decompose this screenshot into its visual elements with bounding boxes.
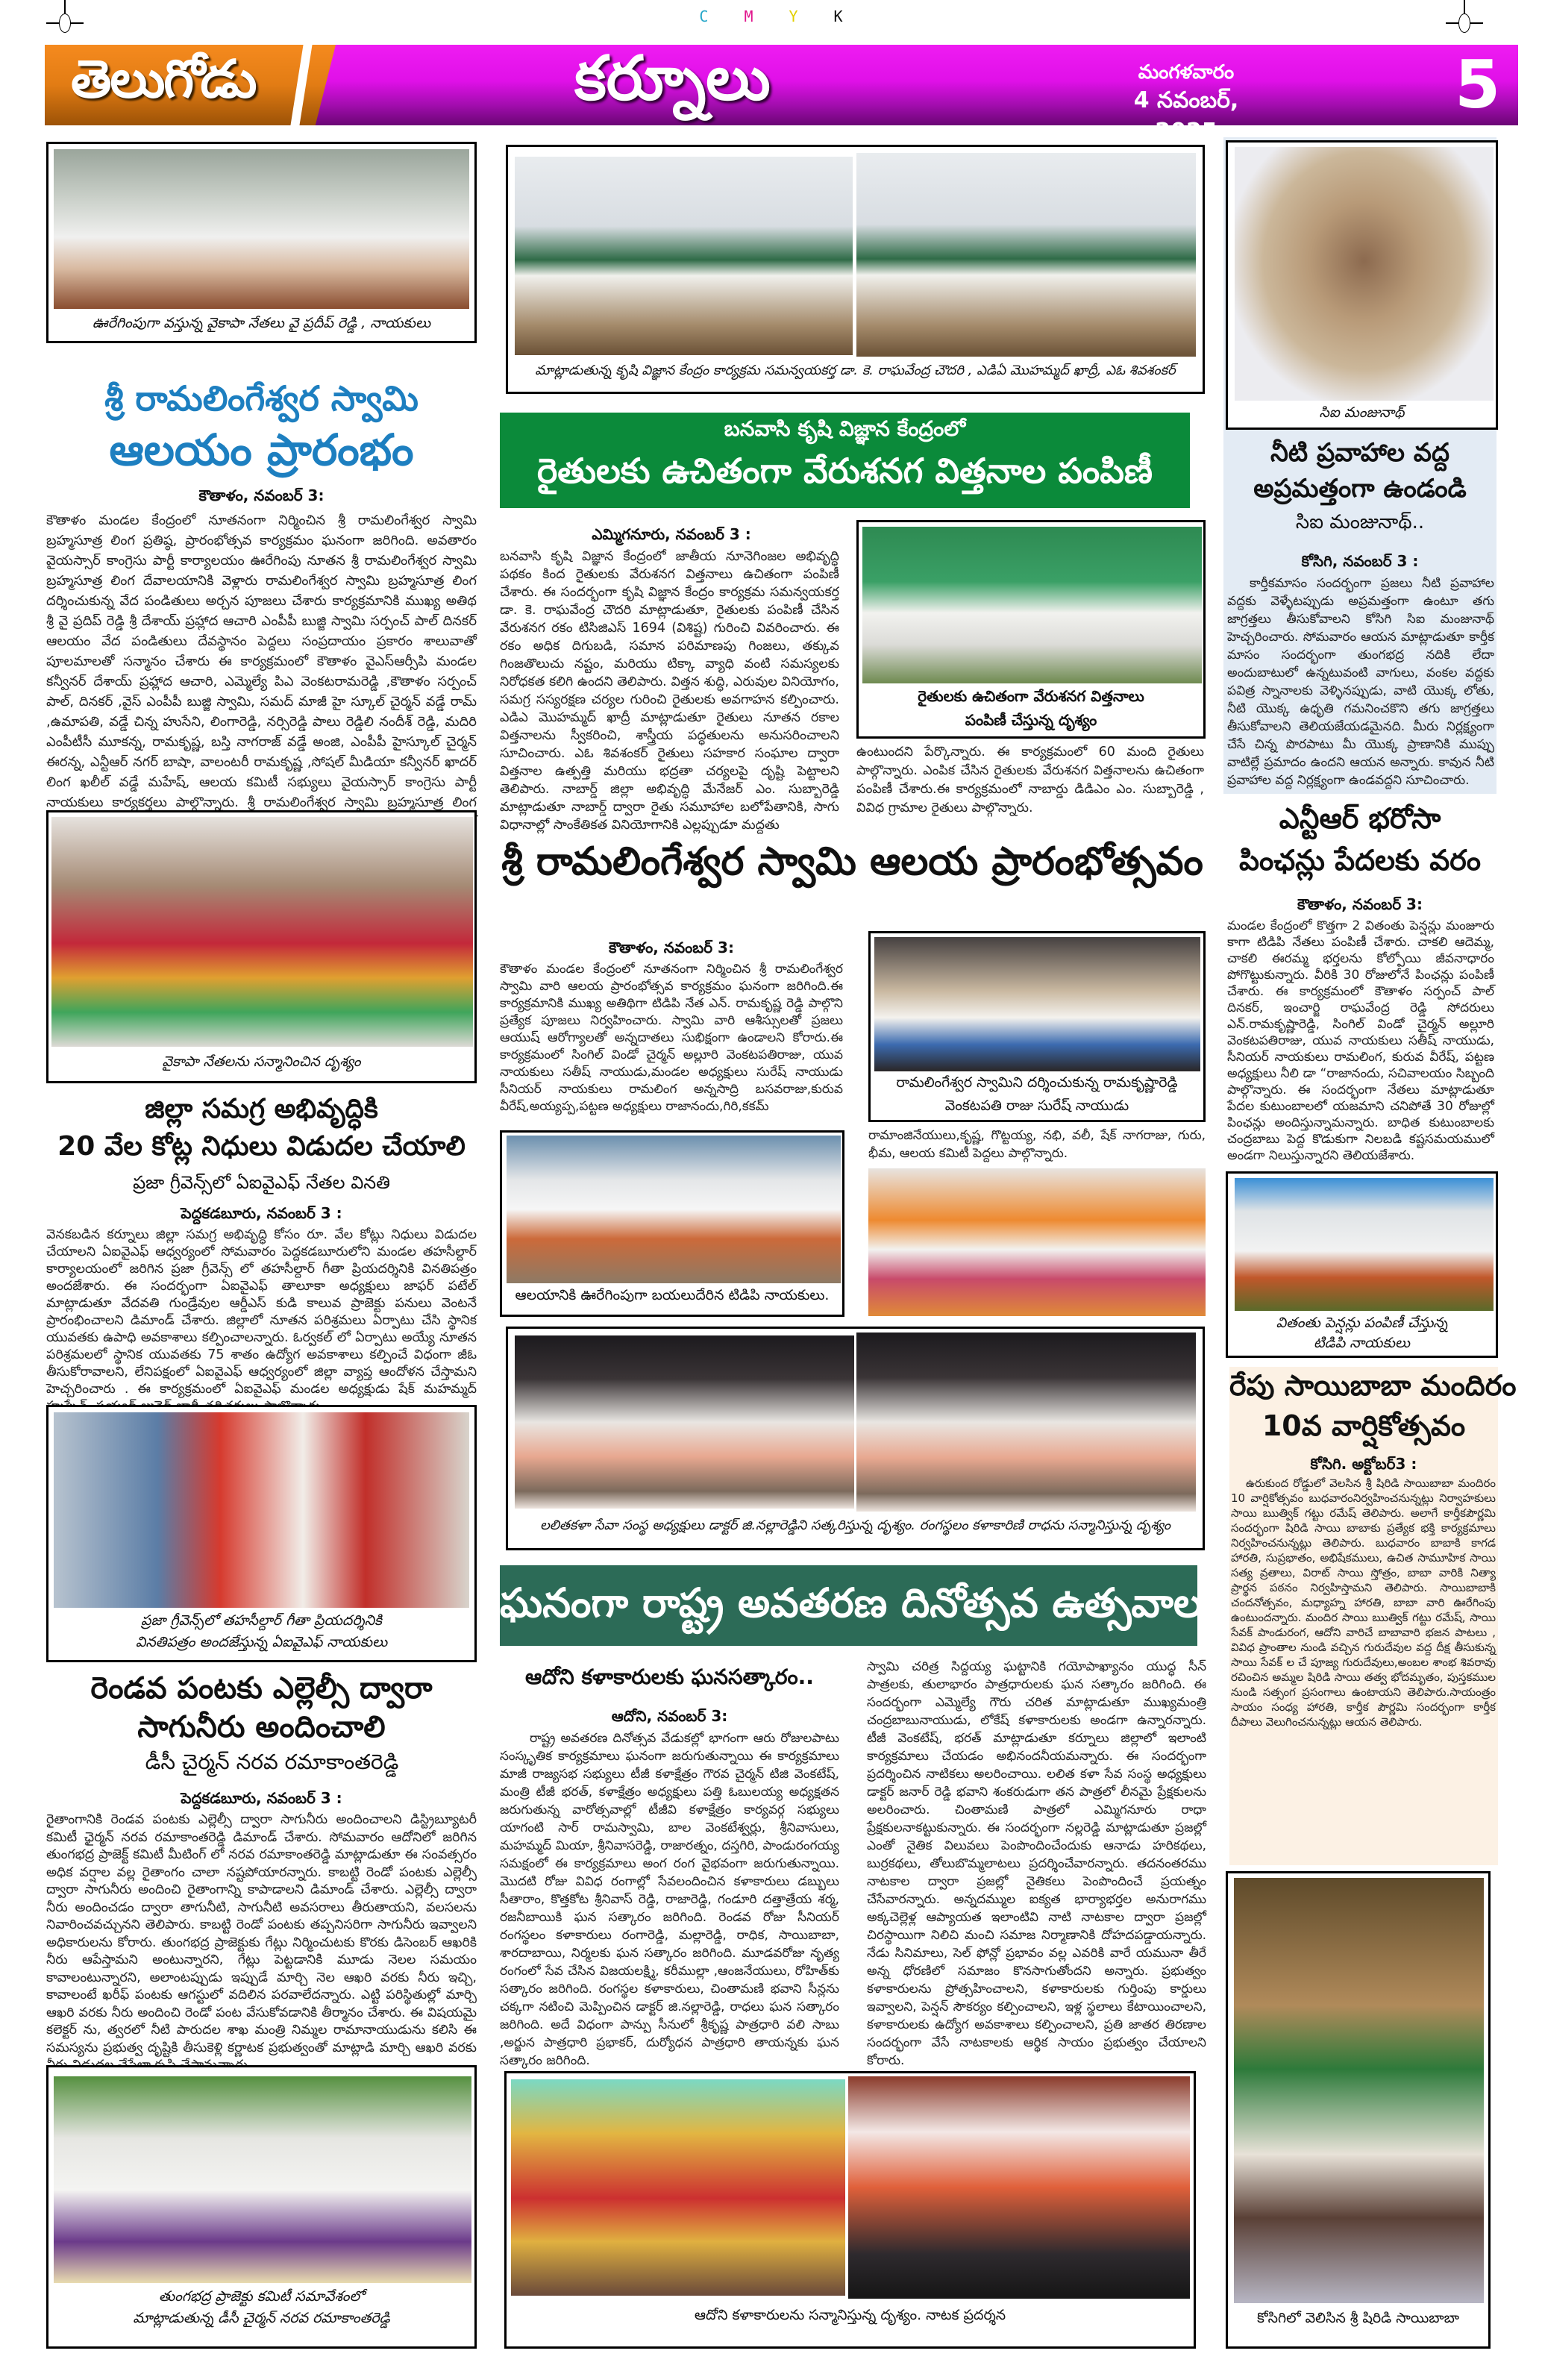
photo-image bbox=[856, 153, 1196, 357]
photo-kvk-meeting bbox=[506, 145, 1205, 394]
section-title: కర్నూలు bbox=[574, 43, 771, 114]
article-headline[interactable]: ఎన్టీఆర్ భరోసా bbox=[1279, 802, 1441, 835]
article-headline[interactable]: రైతులకు ఉచితంగా వేరుశనగ విత్తనాల పంపిణీ bbox=[537, 451, 1153, 491]
article-headline[interactable]: పింఛన్లు పేదలకు వరం bbox=[1238, 844, 1482, 877]
cmyk-k: K bbox=[833, 7, 843, 25]
photo-ycp-felicitation bbox=[46, 810, 477, 1083]
article-headline[interactable]: శ్రీ రామలింగేశ్వర స్వామి ఆలయ ప్రారంభోత్సవం bbox=[501, 839, 1203, 884]
photo-image bbox=[874, 937, 1200, 1071]
headline-banner bbox=[500, 1565, 1216, 1646]
photo-caption: పంపిణీ చేస్తున్న దృశ్యం bbox=[965, 711, 1097, 729]
article-headline[interactable]: శ్రీ రామలింగేశ్వర స్వామి bbox=[104, 378, 419, 419]
photo-shirdi-sai-idol bbox=[1226, 1871, 1491, 2349]
photo-image bbox=[507, 1136, 841, 1283]
photo-image bbox=[515, 1335, 854, 1509]
article-headline[interactable]: 20 వేల కోట్ల నిధులు విడుదల చేయాలి bbox=[57, 1131, 466, 1162]
article-dateline: పెద్దకడబూరు, నవంబర్ 3 : bbox=[181, 1789, 342, 1807]
article-headline[interactable]: 10వ వార్షికోత్సవం bbox=[1262, 1409, 1466, 1442]
photo-stage-felicitation bbox=[506, 1327, 1205, 1550]
photo-caption: రామలింగేశ్వర స్వామిని దర్శించుకున్న రామకృష్ణారెడ్డి bbox=[896, 1074, 1178, 1091]
photo-caption: తుంగభద్ర ప్రాజెక్టు కమిటీ సమావేశంలో bbox=[158, 2288, 365, 2305]
headline-banner bbox=[500, 413, 1190, 508]
cmyk-registration-strip bbox=[0, 7, 1542, 25]
photo-image bbox=[862, 527, 1202, 683]
page-number: 5 bbox=[1455, 46, 1501, 123]
newspaper-logo[interactable]: తెలుగోడు bbox=[71, 48, 256, 110]
photo-image bbox=[515, 157, 853, 355]
photo-image bbox=[54, 1412, 469, 1608]
photo-image bbox=[1235, 1178, 1494, 1311]
article-kicker: బనవాసి కృషి విజ్ఞాన కేంద్రంలో bbox=[724, 416, 966, 441]
photo-image bbox=[51, 817, 473, 1047]
photo-caption: కోసిగిలో వెలిసిన శ్రీ షిరిడి సాయిబాబా bbox=[1257, 2310, 1459, 2326]
cmyk-c: C bbox=[699, 7, 709, 25]
article-headline[interactable]: అప్రమత్తంగా ఉండండి bbox=[1253, 474, 1467, 504]
article-body: బనవాసి కృషి విజ్ఞాన కేంద్రంలో జాతీయ నూనెగింజల అభివృద్ధి పథకం కింద రైతులకు వేరుశనగ విత్తనాలు ఉచితంగా పంపిణీ చేశారు. ఈ సందర్భంగా కృషి విజ్ఞాన కేంద్రం కార్యక్రమ సమన్వయకర్త డా. కె. రాఘవేంద్ర చౌదరి మాట్లాడుతూ, రైతులకు పంపిణీ చేసిన వేరుశనగ రకం టిసిజిఎస్ 1694 (విశిష్ట) గురించి వివరించారు. ఈ రకం అధిక దిగుబడి, సమాన పరిమాణపు గింజలు, తక్కువ గింజతొలుచు నష్టం, మరియు టిక్కా వ్యాధి వంటి సమస్యలకు నిరోధకత కలిగి ఉందని తెలిపారు. విత్తన శుద్ధి, ఎరువుల వినియోగం, సమగ్ర సస్యరక్షణ చర్యల గురించి రైతులకు అవగాహన కల్పించారు. ఎడిఎ మొహమ్మద్ ఖాద్రీ మాట్లాడుతూ రైతులు నూతన రకాల విత్తనాలను స్వీకరించి, శాస్త్రీయ పద్ధతులను అనుసరించాలని సూచించారు. ఎఓ శివశంకర్ రైతులు సహకార సంఘాల ద్వారా విత్తనాల ఉత్పత్తి మరియు భద్రతా చర్యలపై దృష్టి పెట్టాలని తెలిపారు. నాబార్డ్ జిల్లా అభివృద్ధి మేనేజర్ ఎం. సుబ్బారెడ్డి మాట్లాడుతూ నాబార్డ్ ద్వారా రైతు సమూహాల బలోపేతానికి, సాగు విధానాల్లో సాంకేతికత వినియోగానికి ఎల్లప్పుడూ మద్దతు bbox=[500, 549, 839, 833]
article-dateline: కోసిగి. అక్టోబర్3 : bbox=[1310, 1455, 1417, 1473]
article-body: రాష్ట్ర అవతరణ దినోత్సవ వేడుకల్లో భాగంగా ఆరు రోజులపాటు సంస్కృతిక కార్యక్రమాలు ఘనంగా జరుగుతున్నాయి ఈ కార్యక్రమాలు మాజీ రాజ్యసభ సభ్యులు టీజీ కళాక్షేత్రం గౌరవ చైర్మన్ టిజి వెంకటేష్, మంత్రి టీజీ భరత్, కళాక్షేత్రం అధ్యక్షులు పత్తి ఓబులయ్య అధ్యక్షతన జరుగుతున్న వారోత్సవాల్లో టీజీవి కళాక్షేత్రం కార్యవర్గ సభ్యులు యాగంటి సార్ రామస్వామి, బాల వెంకటేశ్వర్లు, శ్రీనివాసులు, మహమ్మద్ మియా, శ్రీనివాసరెడ్డి, రాజారత్నం, దస్తగిరి, పాండురంగయ్య సమక్షంలో ఈ కార్యక్రమాలు అంగ రంగ వైభవంగా జరుగుతున్నాయి. మొదటి రోజు వివిధ రంగాల్లో సేవలందించిన కళాకారులు డబ్బులు సీతారాం, కొత్తకోట శ్రీనివాస్ రెడ్డి, రాజారెడ్డి, గండూరి దత్తాత్రేయ శర్మ, రజనీబాయికి ఘన సత్కారం జరిగింది. రెండవ రోజు సీనియర్ రంగస్థలం కళాకారులు రంగారెడ్డి, మల్లారెడ్డి, రాధిక, సాయిబాబా, శారదాబాయి, నిర్మలకు ఘన సత్కారం జరిగింది. మూడవరోజు నృత్య రంగంలో సేవ చేసిన విజయలక్ష్మి, కరీముల్లా ,ఆంజనేయులు, రోహిత్‌కు సత్కారం జరిగింది. రంగస్థల కళాకారులు, చింతామణి భవాని సీన్లను చక్కగా నటించి మెప్పించిన డాక్టర్ జి.నల్లారెడ్డి, రాధలు ఘన సత్కారం జరిగింది. అదే విధంగా పాన్పు సీనులో శ్రీకృష్ణ పాత్రధారి వలి సాబు ,అర్జున పాత్రధారి ప్రభాకర్, దుర్యోధన పాత్రధారి తాయన్నకు ఘన సత్కారం జరిగింది. bbox=[500, 1731, 839, 2068]
article-headline[interactable]: ఆలయం ప్రారంభం bbox=[109, 425, 414, 475]
article-dateline: ఆదోని, నవంబర్ 3: bbox=[611, 1707, 728, 1725]
article-headline[interactable]: జిల్లా సమగ్ర అభివృద్ధికి bbox=[145, 1094, 378, 1124]
photo-procession-ycp bbox=[46, 142, 477, 343]
photo-image bbox=[1234, 1878, 1484, 2303]
article-body: మండల కేంద్రంలో కొత్తగా 2 వితంతు పెన్షన్లు మంజూరు కాగా టిడిపి నేతలు పంపిణీ చేశారు. చాకలి ఆదెమ్మ, చాకలి ఈరమ్మ భర్తలను కోల్పోయి జీవనాధారం పోగొట్టుకున్నారు. వీరికి 30 రోజులోనే పింఛన్లు పంపిణీ చేశారు. ఈ కార్యక్రమంలో కౌతాళం సర్పంచ్ పాల్ దినకర్, ఇంచార్జి రాఘవేంద్ర రెడ్డి సోదరులు ఎన్.రామకృష్ణారెడ్డి, సింగిల్ విండో చైర్మన్ అల్లూరి వెంకటపతిరాజు, యువ నాయకులు సతీష్ నాయుడు, సీనియర్ నాయకులు రామలింగ, కురువ వీరేష్, పట్టణ అధ్యక్షులు నీలి డా “రాజానందు, సచివాలయం సిబ్బంది పాల్గొన్నారు. ఈ సందర్భంగా నేతలు మాట్లాడుతూ పేదల కుటుంబాలలో యజమాని చనిపోతే 30 రోజుల్లో పింఛన్లు అందిస్తున్నామన్నారు. బాధిత కుటుంబాలకు చంద్రబాబు పెద్ద కొడుకుగా నిలబడి కష్టసమయములో అండగా నిలుస్తున్నారని తెలియజేశారు. bbox=[1227, 918, 1494, 1163]
photo-image bbox=[856, 1333, 1196, 1512]
photo-aiyf-grievance bbox=[46, 1405, 477, 1662]
photo-caption: సిఐ మంజునాథ్ bbox=[1319, 404, 1405, 421]
photo-caption: టిడిపి నాయకులు bbox=[1314, 1335, 1410, 1351]
article-headline[interactable]: ఘనంగా రాష్ట్ర అవతరణ దినోత్సవ ఉత్సవాలు bbox=[500, 1579, 1216, 1626]
photo-image bbox=[54, 2076, 471, 2283]
photo-caption: ఊరేగింపుగా వస్తున్న వైకాపా నేతలు వై ప్రదీప్ రెడ్డి , నాయకులు bbox=[92, 315, 431, 331]
photo-image bbox=[848, 2076, 1190, 2299]
article-dateline: పెద్దకడబూరు, నవంబర్ 3 : bbox=[181, 1204, 342, 1222]
cmyk-m: M bbox=[744, 7, 753, 25]
photo-caption: ఆలయానికి ఊరేగింపుగా బయలుదేరిన టిడిపి నాయకులు. bbox=[515, 1287, 830, 1303]
article-body-continued: ఉంటుందని పేర్కొన్నారు. ఈ కార్యక్రమంలో 60 మంది రైతులు పాల్గొన్నారు. ఎంపిక చేసిన రైతులకు వేరుశనగ విత్తనాలను ఉచితంగా పంపిణీ చేశారు.ఈ కార్యక్రమంలో నాబార్డు డిడిఎం ఎం. సుబ్బారెడ్డి , వివిధ గ్రామాల రైతులు పాల్గొన్నారు. bbox=[856, 745, 1204, 815]
photo-temple-darshan bbox=[868, 931, 1206, 1122]
photo-caption: వెంకటపతి రాజు సురేష్ నాయుడు bbox=[944, 1097, 1129, 1114]
article-subhead: డీసీ చైర్మన్ నరవ రమాకాంతరెడ్డి bbox=[145, 1750, 399, 1774]
article-body: వెనకబడిన కర్నూలు జిల్లా సమగ్ర అభివృద్ధి కోసం రూ. వేల కోట్లు నిధులు విడుదల చేయాలని ఏఐవైఎఫ్ ఆధ్వర్యంలో సోమవారం పెద్దకడబూరులోని మండల తహసీల్దార్ కార్యాలయంలో జరిగిన ప్రజా గ్రీవెన్స్ లో తహసీల్దార్ గీతా ప్రియదర్శినికి వినతిపత్రం అందజేశారు. ఈ సందర్భంగా ఏఐవైఎఫ్ తాలూకా అధ్యక్షులు జాఫర్ పటేల్ మాట్లాడుతూ వేదవతి గుండ్రేవుల ఆర్డీఎస్ కుడి కాలువ ప్రాజెక్టు పనులు వెంటనే ప్రారంభించాలని డిమాండ్ చేశారు. జిల్లాలో నూతన పరిశ్రమలు ఏర్పాటు చేసి స్థానిక యువతకు ఉపాధి అవకాశాలు కల్పించాలన్నారు. ఓర్వకల్ లో ఏర్పాటు అయ్యే నూతన పరిశ్రమలలో స్థానిక యువతకు 75 శాతం ఉద్యోగ అవకాశాలు కల్పించే విధంగా జీఓ తీసుకోరావాలని, లేనిపక్షంలో ఏఐవైఎఫ్ ఆధ్వర్యంలో జిల్లా వ్యాప్త ఆందోళన చేస్తామని హెచ్చరించారు . ఈ కార్యక్రమంలో ఏఐవైఎఫ్ మండల అధ్యక్షుడు షేక్ మహమ్మద్ bbox=[46, 1227, 477, 1397]
article-dateline: కౌతాళం, నవంబర్ 3: bbox=[1297, 895, 1423, 913]
photo-tb-committee bbox=[46, 2065, 477, 2349]
article-subhead: ప్రజా గ్రీవెన్స్‌లో ఏఐవైఎఫ్ నేతల వినతి bbox=[133, 1172, 390, 1193]
article-dateline: ఎమ్మిగనూరు, నవంబర్ 3 : bbox=[592, 525, 751, 543]
photo-tdp-felicitation bbox=[868, 1168, 1206, 1316]
article-body: రైతాంగానికి రెండవ పంటకు ఎల్లెల్సీ ద్వారా సాగునీరు అందించాలని డిస్ట్రిబ్యూటరీ కమిటీ ఛైర్మన్ నరవ రమాకాంతరెడ్డి డిమాండ్ చేశారు. సోమవారం ఆదోనిలో జరిగిన తుంగభద్ర ప్రాజెక్ట్ కమిటీ మీటింగ్ లో నరవ రమాకాంతరెడ్డి మాట్లాడుతూ ఈ సంవత్సరం అధిక వర్షాల వల్ల రైతాంగం చాలా నష్టపోయారన్నారు. కాబట్టి రెండో పంటకు ఎల్లెల్సీ ద్వారా సాగునీరు అందించి రైతాంగాన్ని కాపాడాలని డిమాండ్ చేశారు. ఎల్లెల్సీ ద్వారా నీరు అందించడం ద్వారా తాగునీటి, సాగునీటి అవసరాలు తీరుతాయని, వలసలను నివారించవచ్చునని తెలిపారు. కాబట్టి రెండో పంటకు తప్పనిసరిగా సాగునీరు ఇవ్వాలని అధికారులను కోరారు. తుంగభద్ర ప్రాజెక్టుకు గేట్లు నిర్మించుటకు కొరకు డిసెంబర్ ఆఖరికి నీరు ఆపేస్తామని అంటున్నారని, గేట్లు పెట్టడానికి మూడు నెలల సమయం కావాలంటున్నారని, అలాంటప్పుడు ఇప్పుడే మార్చి నెల ఆఖరి వరకు నీరు ఇచ్చి, కావాలంటే ఖరీఫ్ పంటకు ఆగస్టులో వదిలిన పరవాలేదన్నారు. ఎట్టి పరిస్థితుల్లో మార్చి ఆఖరి వరకు నీరు అందించి రెండో పంట వేసుకోవడానికి తీర్మానం చేశారు. ఈ విషయమై కలెక్టర్ ను, త్వరలో నీటి పారుదల శాఖ మంత్రి నిమ్మల రామానాయుడును కలిసి ఈ సమస్యను ప్రభుత్వ దృష్టికి తీసుకెళ్లి కర్ణాటక ప్రభుత్వంతో మాట్లాడి మార్చి ఆఖరి వరకు bbox=[46, 1812, 477, 2055]
article-headline[interactable]: నీటి ప్రవాహాల వద్ద bbox=[1270, 438, 1449, 468]
cmyk-y: Y bbox=[789, 7, 798, 25]
photo-image bbox=[511, 2079, 845, 2296]
article-body-continued: రామాంజినేయులు,కృష్ణ, గొట్టయ్య, నభి, వలీ, షేక్ నాగరాజు, గురు, భీమ, ఆలయ కమిటీ పెద్దలు పాల్గొన్నారు. bbox=[868, 1128, 1206, 1161]
photo-adoni-artists bbox=[504, 2071, 1196, 2349]
photo-image bbox=[1235, 147, 1494, 401]
registration-mark-icon bbox=[46, 4, 84, 42]
weekday: మంగళవారం bbox=[1138, 61, 1235, 84]
article-headline[interactable]: రేపు సాయిబాబా మందిరం bbox=[1229, 1369, 1517, 1402]
article-subhead: ఆదోని కళాకారులకు ఘనసత్కారం.. bbox=[525, 1665, 814, 1689]
photo-seed-distribution bbox=[856, 520, 1206, 739]
article-headline[interactable]: సాగునీరు అందించాలి bbox=[137, 1710, 386, 1744]
photo-caption: మాట్లాడుతున్న డీసీ చైర్మన్ నరవ రమాకాంతరెడ్డి bbox=[133, 2310, 390, 2326]
article-headline[interactable]: రెండవ పంటకు ఎల్లెల్సీ ద్వారా bbox=[90, 1671, 433, 1706]
photo-caption: ఆదోని కళాకారులను సన్మానిస్తున్న దృశ్యం. నాటక ప్రదర్శన bbox=[694, 2307, 1006, 2323]
article-dateline: కోసిగి, నవంబర్ 3 : bbox=[1301, 552, 1419, 570]
article-body: ఉరుకుంద రోడ్డులో వెలసిన శ్రీ షిరిడి సాయిబాబా మందిరం 10 వార్షికోత్సవం బుధవారంనిర్వహించనున్నట్లు నిర్వాహకులు సాయి ఋత్విక్ గట్టు రమేష్ తెలిపారు. అలాగే కార్తీకపౌర్ణమి సందర్భంగా షిరిడి సాయి బాబాకు ప్రత్యేక భక్తి కార్యక్రమాలు నిర్వహించనున్నట్లు తెలిపారు. బుధవారం బాబాకి కాగడ హారతి, సుప్రభాతం, అభిషేకములు, ఉచిత సామూహిక సాయి సత్య వ్రతాలు, విరాట్ సాయి స్తోత్రం, బాబా వారికి నిత్యా ప్రార్థన పఠనం నిర్వహిస్తామని తెలిపారు. సాయిబాబాకి చందనోత్సవం, మధ్యాహ్న హారతి, బాబా వారి ఊరేగింపు ఉంటుందన్నారు. మందిర సాయి ఋత్విక్ గట్టు రమేష్, సాయి సేవక్ పాండురంగ, ఆదోని వారిచే బాబావారి భజన పాటలు , వివిధ ప్రాంతాల నుండి వచ్చిన గురుదేవుల వద్ద దీక్ష తీసుకున్న సాయి సేవక్ ల చే పూజ్య గురుదేవులు,అంబల శాంభ శివరావు రచించిన అమ్మల షిరిడి సాయి తత్వ భోదమృతం, పుస్తకముల నుండి సత్సంగ ప్రసంగాలు ఉంటాయని తెలిపారు.సాయంత్రం సాయం సంధ్య హారతి, కార్తీక పౌర్ణమి సందర్భంగా కార్తీక దీపాలు వెలుగించనున్నట్లు ఆయన తెలిపారు. bbox=[1231, 1476, 1496, 1729]
article-body: కార్తీకమాసం సందర్భంగా ప్రజలు నీటి ప్రవాహాల వద్దకు వెళ్ళేటప్పుడు అప్రమత్తంగా ఉంటూ తగు జాగ్రత్తలు తీసుకోవాలని కోసిగి సిఐ మంజునాథ్ హెచ్చరించారు. సోమవారం ఆయన మాట్లాడుతూ కార్తీక మాసం సందర్భంగా తుంగభద్ర నదికి లేదా అందుబాటులో ఉన్నటువంటి వాగులు, వంకల వద్దకు పవిత్ర స్నానాలకు వెళ్ళినప్పుడు, వాటి యొక్క లోతు, నీటి యొక్క ఉధృతి గమనించకొని తగు జాగ్రత్తలు తీసుకోవాలని తెలియజేయడమైనది. మీరు నిర్లక్ష్యంగా చేసే చిన్న పొరపాటు మీ యొక్క ప్రాణానికి ముప్పు వాటిల్లే ప్రమాదం ఉందని ఆయన అన్నారు. కావున నీటి ప్రవాహాల వద్ద నిర్లక్ష్యంగా ఉండవద్దని సూచించారు. bbox=[1227, 576, 1494, 788]
photo-caption: మాట్లాడుతున్న కృషి విజ్ఞాన కేంద్రం కార్యక్రమ సమన్వయకర్త డా. కె. రాఘవేంద్ర చౌదరి , ఎడిఏ మొహమ్మద్ ఖాద్రీ, ఎఓ శివశంకర్ bbox=[535, 363, 1176, 378]
article-body: కౌతాళం మండల కేంద్రంలో నూతనంగా నిర్మించిన శ్రీ రామలింగేశ్వర స్వామి వారి ఆలయ ప్రారంభోత్సవ కార్యక్రమం ఘనంగా జరిగింది.ఈ కార్యక్రమానికి ముఖ్య అతిథిగా టిడిపి నేత ఎన్. రామకృష్ణ రెడ్డి పాల్గొని ప్రత్యేక పూజలు నిర్వహించారు. స్వామి వారి ఆశీస్సులతో ప్రజలు ఆయుష్ ఆరోగ్యాలతో అన్నదాతలు సుభిక్షంగా ఉండాలని కోరారు.ఈ కార్యక్రమంలో సింగిల్ విండో చైర్మన్ అల్లూరి వెంకటపతిరాజు, యువ నాయకులు సతీష్ నాయుడు,మండల అధ్యక్షులు సురేష్ నాయుడు సీనియర్ నాయకులు రామలింగ అన్నసాద్రి బసవరాజు,కురువ వీరేష్,అయ్యప్ప,పట్టణ అధ్యక్షులు రాజానందు,గిరి,కకమ్ bbox=[500, 962, 843, 1114]
article-subhead: సిఐ మంజునాథ్.. bbox=[1295, 511, 1425, 533]
issue-date: 4 నవంబర్, 2025 bbox=[1133, 87, 1239, 145]
article-body: కౌతాళం మండల కేంద్రంలో నూతనంగా నిర్మించిన శ్రీ రామలింగేశ్వర స్వామి బ్రహ్మసూత్ర లింగ ప్రతిష్ఠ, ప్రారంభోత్సవ కార్యక్రమం ఘనంగా జరిగింది. అవతారం వైయస్సార్ కాంగ్రెసు పార్టీ కార్యాలయం ఊరేగింపు నూతన శ్రీ రామలింగేశ్వర స్వామి బ్రహ్మసూత్ర లింగ దేవాలయానికి వెళ్లారు రామలింగేశ్వర స్వామి బ్రహ్మసూత్ర లింగ దర్శించుకున్న వేద పండితులు అర్చన పూజలు చేశారు కార్యక్రమానికి ముఖ్య అతిథ శ్రీ వై ప్రదిప్ రెడ్డి శ్రీ దేశాయ్ ప్రహ్లాద ఆచారి ఎంపీపీ బుజ్జి స్వామి సర్పంచ్ పాల్ దినకర్ ఆలయం వేద పండితులు దేవస్థానం పెద్దలు సంప్రదాయం ప్రకారం శాలువాతో పూలమాలతో సన్మానం చేశారు ఈ కార్యక్రమంలో కౌతాళం వైఎస్ఆర్సీపి మండల కన్వీనర్ దేశాయ్ ప్రహ్లాద ఆచారి, ఎమ్మెల్యే పిఎ వెంకటరామరెడ్డి ,కౌతాళం సర్పంచ్ పాల్, దినకర్ ,వైస్ ఎంపీపీ బుజ్జి స్వామి, సమద్ మాజీ హై స్కూల్ చైర్మన్ వడ్డే రామ్ ,ఉమాపతి, వడ్డే చిన్న హుసేని, లింగారెడ్డి, నర్సిరెడ్డి పాలు రెడ్డిలి నందీశ్ రెడ్డి, మదిరి ఎంపీటీసీ మూకన్న, రామకృష్ణ, బస్తి నాగరాజ్ వడ్డే అంజి, ఎంపీపీ హైస్కూల్ చైర్మన్ ఈరన్న, ఎన్టీఆర్ నగర్ బాషా, వాలంటరీ రామకృష్ణ ,సోషల్ మీడియా కన్వీనర్ ఖాదర్ లింగ ఖలీల్ వడ్డే మహేష్, ఆలయ కమిటీ సభ్యులు వైయస్సార్ కాంగ్రెసు పార్టీ నాయకులు కార్యకర్తలు పాల్గొన్నారు. శ్రీ రామలింగేశ్వర స్వామి బ్రహ్మసూత్ర లింగ bbox=[46, 513, 477, 810]
photo-caption: వినతిపత్రం అందజేస్తున్న ఏఐవైఎఫ్ నాయకులు bbox=[135, 1634, 388, 1650]
photo-caption: వైకాపా నేతలను సన్మానించిన దృశ్యం bbox=[162, 1053, 361, 1070]
registration-mark-icon bbox=[1446, 4, 1483, 42]
article-dateline: కౌతాళం, నవంబర్ 3: bbox=[198, 486, 325, 504]
photo-pension-distribution bbox=[1226, 1171, 1498, 1358]
photo-caption: రైతులకు ఉచితంగా వేరుశనగ విత్తనాలు bbox=[918, 687, 1144, 705]
photo-caption: లలితకళా సేవా సంస్థ అధ్యక్షులు డాక్టర్ జి.నల్లారెడ్డిని సత్కరిస్తున్న దృశ్యం. రంగస్థలం కళాకారిణి రాధను సన్మానిస్తున్న దృశ్యం bbox=[539, 1518, 1171, 1533]
photo-image bbox=[54, 149, 469, 309]
photo-caption: ప్రజా గ్రీవెన్స్‌లో తహసీల్దార్ గీతా ప్రియదర్శినికి bbox=[141, 1612, 382, 1629]
article-body: స్వామి చరిత్ర సిద్దయ్య ఘట్టానికి గయోపాఖ్యానం యుద్ధ సీన్ పాత్రలకు, తులాభారం పాత్రధారులకు ఘన సత్కారం జరిగింది. ఈ సందర్భంగా ఎమ్మెల్యే గౌరు చరిత మాట్లాడుతూ ముఖ్యమంత్రి చంద్రబాబునాయుడు, లోకేష్ కళాకారులకు అండగా ఉన్నారన్నారు. టీజీ వెంకటేష్, భరత్ మాట్లాడుతూ కర్నూలు జిల్లాలో ఇలాంటి కార్యక్రమాలు చేయడం అభినందనీయమన్నారు. ఈ సందర్భంగా ప్రదర్శించిన నాటికలు అలరించాయి. లలిత కళా సేవ సంస్థ అధ్యక్షులు డాక్టర్ జనార్ రెడ్డి భవాని శంకరుడుగా తన పాత్రలో లీనమై ప్రేక్షకులను అలరించారు. చింతామణి పాత్రలో ఎమ్మిగనూరు రాధా ప్రేక్షకులనాకట్టుకున్నారు. ఈ సందర్భంగా నల్లరెడ్డి మాట్లాడుతూ ప్రజల్లో ఎంతో నైతిక విలువలు పెంపొందించేందుకు ఆనాడు హరికథలు, బుర్రకథలు, తోలుబొమ్మలాటలు ప్రదర్శించేవారన్నారు. తదనంతరము నాటకాల ద్వారా ప్రజల్లో నైతికలు పెంపొందించే ప్రయత్నం చేసేవారన్నారు. అన్నదమ్ముల ఐక్యత భార్యాభర్తల అనురాగము అక్కచెల్లెళ్ల ఆప్యాయత ఇలాంటివి నాటి నాటకాల ద్వారా ప్రజల్లో చిరస్థాయిగా నిలిచి మంచి సమాజ నిర్మాణానికి దోహదపడ్డాయన్నారు. నేడు సినిమాలు, సెల్ ఫోన్లో ప్రభావం వల్ల ఎవరికి వారే యమునా తీరే అన్న ధోరణిలో సమాజం కొనసాగుతోందని అన్నారు. ప్రభుత్వం కళాకారులను ప్రోత్సహించాలని, కళాకారులకు గుర్తింపు కార్డులు ఇవ్వాలని, పెన్షన్ సౌకర్యం కల్పించాలని, ఇళ్ల స్థలాలు కేటాయించాలని, కళాకారులకు ఉద్యోగ అవకాశాలు కల్పించాలని, ప్రతి జాతర తిరణాల సందర్భంగా వేసే నాటకాలకు ఆర్థిక సాయం ప్రభుత్వం చేయాలని కోరారు. bbox=[867, 1659, 1206, 2068]
photo-tdp-procession bbox=[500, 1130, 844, 1317]
photo-ci-manjunath bbox=[1226, 140, 1498, 430]
photo-caption: వితంతు పెన్షన్లు పంపిణీ చేస్తున్న bbox=[1276, 1315, 1448, 1331]
article-dateline: కౌతాళం, నవంబర్ 3: bbox=[609, 939, 734, 956]
